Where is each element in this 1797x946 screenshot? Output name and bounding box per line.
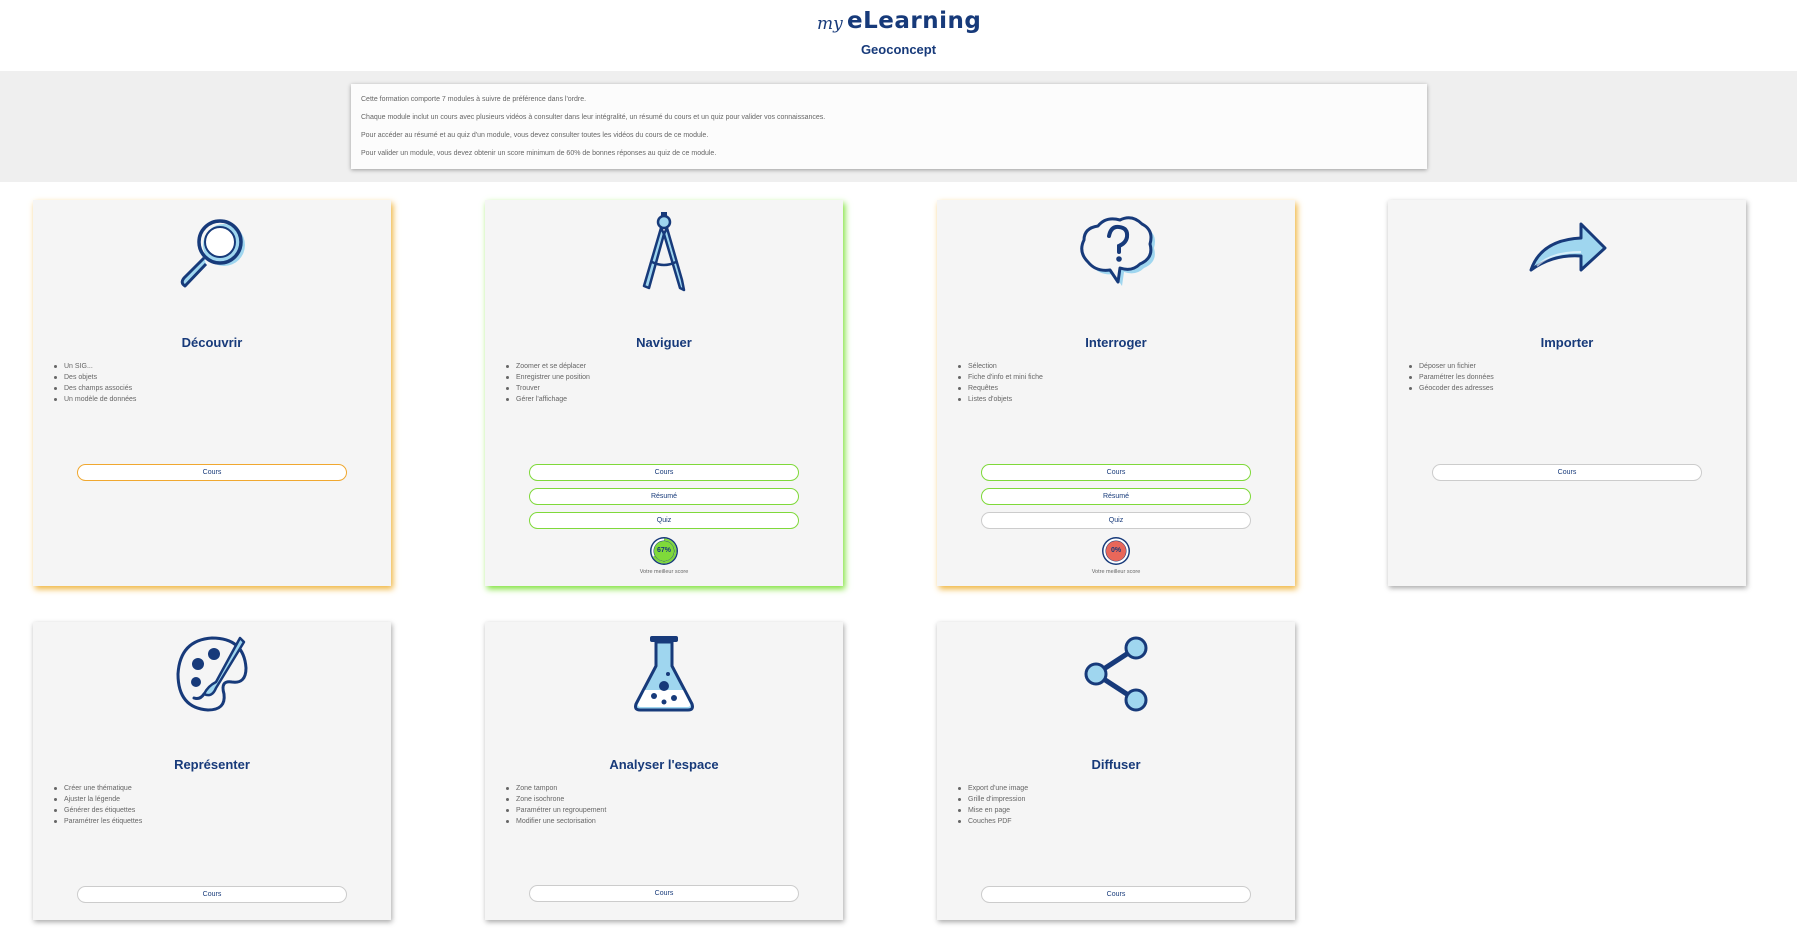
module-card-decouvrir [33, 200, 391, 586]
resume-button[interactable]: Résumé [981, 488, 1251, 505]
cours-button[interactable]: Cours [77, 886, 347, 903]
topic-item: Un modèle de données [53, 394, 136, 405]
logo-my: my [817, 14, 843, 34]
topic-item: Déposer un fichier [1408, 361, 1494, 372]
instruction-line: Pour valider un module, vous devez obtenir un score minimum de 60% de bonnes réponses au quiz de ce module. [361, 150, 717, 157]
module-card-interroger [937, 200, 1295, 586]
arrow-icon [1527, 212, 1607, 292]
topic-item: Des objets [53, 372, 136, 383]
instruction-line: Chaque module inclut un cours avec plusieurs vidéos à consulter dans leur intégralité, un résumé du cours et un quiz pour valider vos connaissances. [361, 114, 826, 121]
share-icon [1076, 634, 1156, 714]
topic-item: Un SIG... [53, 361, 136, 372]
score-label: Votre meilleur score [639, 569, 689, 575]
module-title: Importer [1540, 335, 1594, 350]
cours-button[interactable]: Cours [77, 464, 347, 481]
magnifier-icon [172, 212, 252, 292]
instructions-box [351, 84, 1427, 169]
cours-button[interactable]: Cours [981, 464, 1251, 481]
topic-item: Géocoder des adresses [1408, 383, 1494, 394]
instruction-line: Pour accéder au résumé et au quiz d'un module, vous devez consulter toutes les vidéos du cours de ce module. [361, 132, 709, 139]
module-title: Diffuser [1091, 757, 1141, 772]
cours-button[interactable]: Cours [981, 886, 1251, 903]
module-topics [505, 783, 606, 827]
module-title: Naviguer [636, 335, 692, 350]
cours-button[interactable]: Cours [529, 885, 799, 902]
topic-item: Gérer l'affichage [505, 394, 590, 405]
module-title: Découvrir [181, 335, 243, 350]
palette-icon [172, 634, 252, 714]
module-title: Représenter [174, 757, 250, 772]
module-topics [1408, 361, 1494, 394]
score-gauge [1100, 535, 1132, 567]
module-card-representer [33, 622, 391, 920]
topic-item: Listes d'objets [957, 394, 1043, 405]
topic-item: Grille d'impression [957, 794, 1028, 805]
logo-elearning: eLearning [847, 8, 982, 34]
myelearning-logo[interactable] [815, 6, 982, 46]
topic-item: Générer des étiquettes [53, 805, 142, 816]
module-title: Interroger [1085, 335, 1147, 350]
topic-item: Paramétrer les étiquettes [53, 816, 142, 827]
question-bubble-icon [1076, 212, 1156, 292]
instruction-line: Cette formation comporte 7 modules à suivre de préférence dans l'ordre. [361, 96, 587, 103]
topic-item: Sélection [957, 361, 1043, 372]
page-subtitle: Geoconcept [860, 42, 937, 57]
quiz-button[interactable]: Quiz [981, 512, 1251, 529]
topic-item: Zone isochrone [505, 794, 606, 805]
module-topics [957, 783, 1028, 827]
topic-item: Ajuster la légende [53, 794, 142, 805]
topic-item: Trouver [505, 383, 590, 394]
score-label: Votre meilleur score [1091, 569, 1141, 575]
score-value: 0% [1110, 547, 1122, 554]
topic-item: Fiche d'info et mini fiche [957, 372, 1043, 383]
cours-button[interactable]: Cours [1432, 464, 1702, 481]
score-value: 67% [656, 547, 671, 554]
topic-item: Zoomer et se déplacer [505, 361, 590, 372]
module-card-diffuser [937, 622, 1295, 920]
module-topics [53, 361, 136, 405]
module-card-analyser-espace [485, 622, 843, 920]
module-card-naviguer [485, 200, 843, 586]
module-topics [957, 361, 1043, 405]
topic-item: Couches PDF [957, 816, 1028, 827]
topic-item: Créer une thématique [53, 783, 142, 794]
compass-icon [624, 212, 704, 292]
topic-item: Requêtes [957, 383, 1043, 394]
module-topics [505, 361, 590, 405]
topic-item: Paramétrer les données [1408, 372, 1494, 383]
topic-item: Mise en page [957, 805, 1028, 816]
resume-button[interactable]: Résumé [529, 488, 799, 505]
cours-button[interactable]: Cours [529, 464, 799, 481]
topic-item: Zone tampon [505, 783, 606, 794]
module-topics [53, 783, 142, 827]
module-title: Analyser l'espace [609, 757, 719, 772]
header [0, 0, 1797, 71]
flask-icon [624, 634, 704, 714]
topic-item: Export d'une image [957, 783, 1028, 794]
module-card-importer [1388, 200, 1746, 586]
topic-item: Des champs associés [53, 383, 136, 394]
score-gauge [648, 535, 680, 567]
quiz-button[interactable]: Quiz [529, 512, 799, 529]
topic-item: Modifier une sectorisation [505, 816, 606, 827]
topic-item: Paramétrer un regroupement [505, 805, 606, 816]
topic-item: Enregistrer une position [505, 372, 590, 383]
